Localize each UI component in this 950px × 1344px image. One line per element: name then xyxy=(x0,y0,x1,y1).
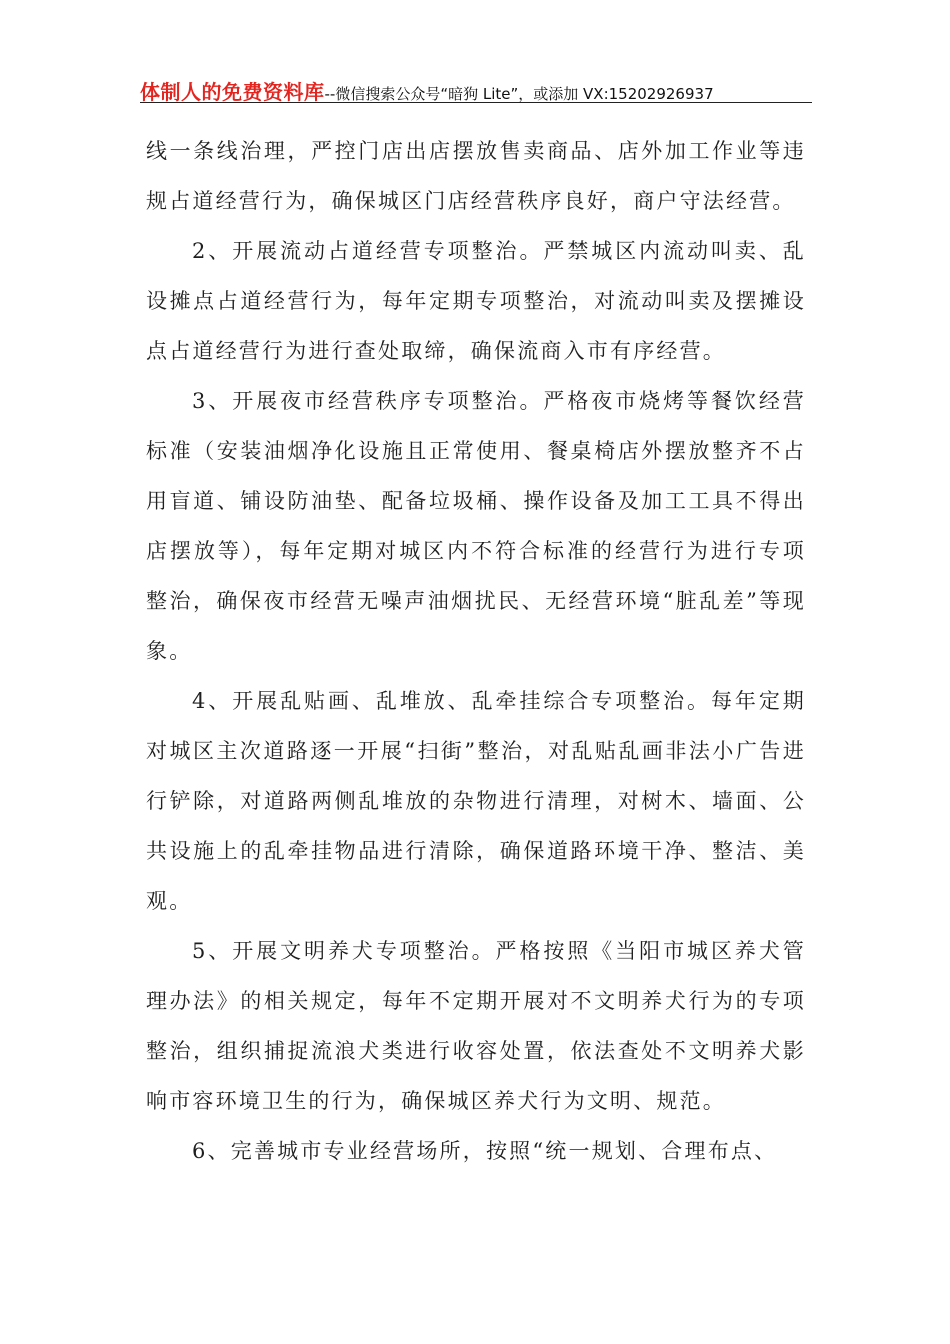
paragraph-item-5: 5、开展文明养犬专项整治。严格按照《当阳市城区养犬管理办法》的相关规定，每年不定期开展对不文明养犬行为的专项整治，组织捕捉流浪犬类进行收容处置，依法查处不文明养犬影响市容环境卫生的行为，确保城区养犬行为文明、规范。 xyxy=(146,939,806,1113)
paragraph-continuation: 线一条线治理，严控门店出店摆放售卖商品、店外加工作业等违规占道经营行为，确保城区门店经营秩序良好，商户守法经营。 xyxy=(146,139,806,213)
paragraph-item-2: 2、开展流动占道经营专项整治。严禁城区内流动叫卖、乱设摊点占道经营行为，每年定期专项整治，对流动叫卖及摆摊设点占道经营行为进行查处取缔，确保流商入市有序经营。 xyxy=(146,239,806,363)
paragraph-item-6: 6、完善城市专业经营场所，按照“统一规划、合理布点、 xyxy=(192,1139,778,1163)
header-brand: 体制人的免费资料库 xyxy=(140,80,325,103)
document-body xyxy=(146,126,806,1176)
header-tagline: --微信搜索公众号“暗狗 Lite”，或添加 VX:15202926937 xyxy=(324,85,714,103)
paragraph-item-4: 4、开展乱贴画、乱堆放、乱牵挂综合专项整治。每年定期对城区主次道路逐一开展“扫街”整治，对乱贴乱画非法小广告进行铲除，对道路两侧乱堆放的杂物进行清理，对树木、墙面、公共设施上的乱牵挂物品进行清除，确保道路环境干净、整洁、美观。 xyxy=(146,689,806,913)
paragraph-item-3: 3、开展夜市经营秩序专项整治。严格夜市烧烤等餐饮经营标准（安装油烟净化设施且正常使用、餐桌椅店外摆放整齐不占用盲道、铺设防油垫、配备垃圾桶、操作设备及加工工具不得出店摆放等），每年定期对城区内不符合标准的经营行为进行专项整治，确保夜市经营无噪声油烟扰民、无经营环境“脏乱差”等现象。 xyxy=(146,389,806,663)
page-header xyxy=(140,76,812,103)
